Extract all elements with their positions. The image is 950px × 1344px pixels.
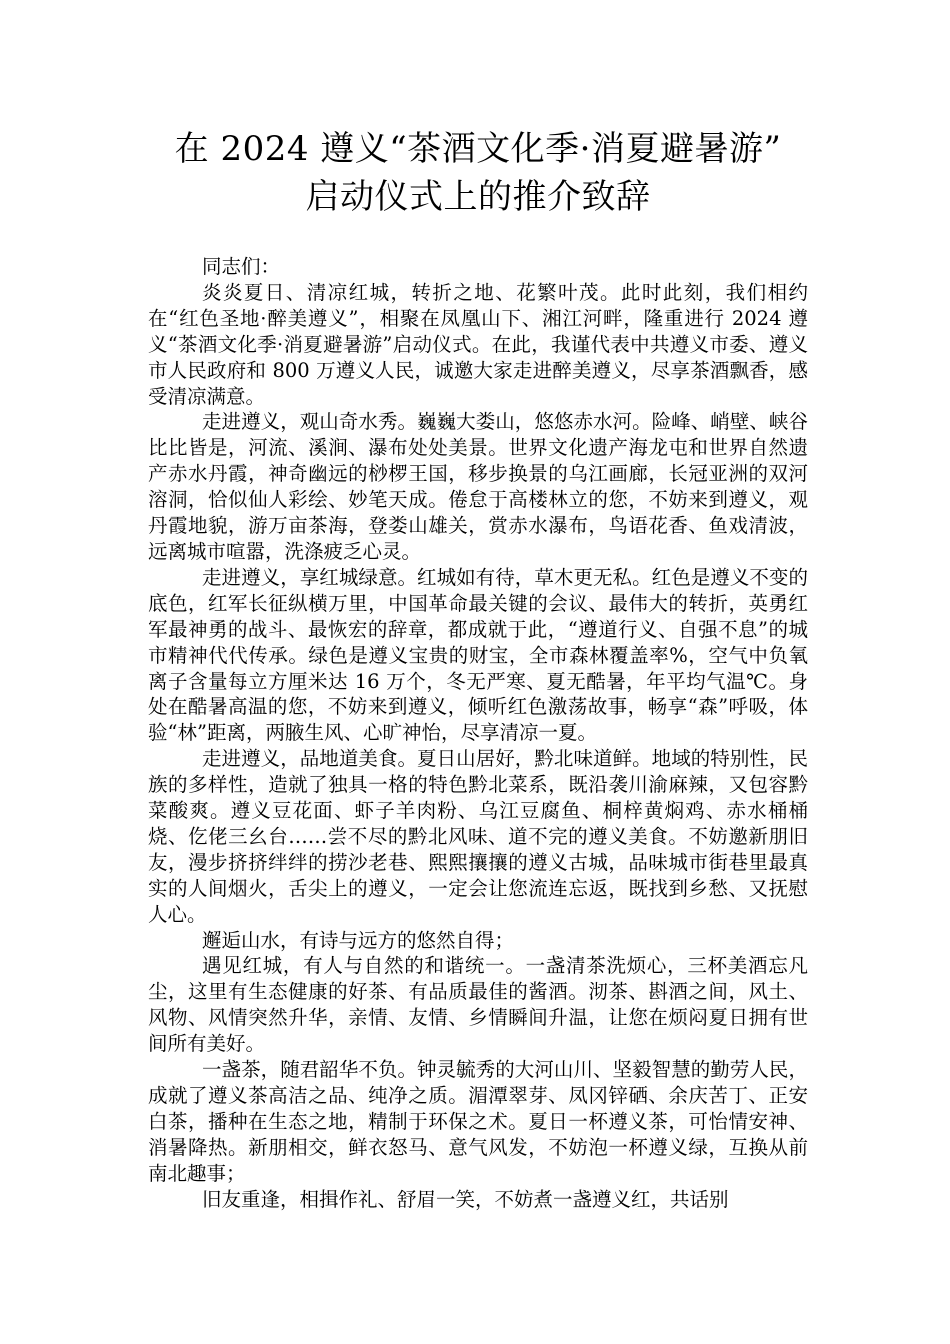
paragraph-red-city: 遇见红城，有人与自然的和谐统一。一盏清茶洗烦心，三杯美酒忘凡尘，这里有生态健康的好茶、有品质最佳的酱酒。沏茶、斟酒之间，风土、风物、风情突然升华，亲情、友情、乡情瞬间升温，让您在烦闷夏日拥有世间所有美好。 — [148, 954, 808, 1056]
paragraph-intro: 炎炎夏日、清凉红城，转折之地、花繁叶茂。此时此刻，我们相约在“红色圣地·醉美遵义”，相聚在凤凰山下、湘江河畔，隆重进行 2024 遵义“茶酒文化季·消夏避暑游”启动仪式。在此，我谨代表中共遵义市委、遵义市人民政府和 800 万遵义人民，诚邀大家走进醉美遵义，尽享茶酒飘香，感受清凉满意。 — [148, 280, 808, 408]
salutation: 同志们： — [202, 255, 281, 278]
paragraph-landscape-line: 邂逅山水，有诗与远方的悠然自得； — [202, 928, 515, 952]
paragraph-old-friends: 旧友重逢，相揖作礼、舒眉一笑，不妨煮一盏遵义红，共话别 — [202, 1187, 729, 1211]
paragraph-scenery: 走进遵义，观山奇水秀。巍巍大娄山，悠悠赤水河。险峰、峭壁、峡谷比比皆是，河流、溪涧、瀑布处处美景。世界文化遗产海龙屯和世界自然遗产赤水丹霞，神奇幽远的桫椤王国，移步换景的乌江画廊，长冠亚洲的双河溶洞，恰似仙人彩绘、妙笔天成。倦怠于高楼林立的您，不妨来到遵义，观丹霞地貌，游万亩茶海，登娄山雄关，赏赤水瀑布，鸟语花香、鱼戏清波，远离城市喧嚣，洗涤疲乏心灵。 — [148, 410, 808, 563]
document-page — [148, 125, 808, 1213]
paragraph-red-green: 走进遵义，享红城绿意。红城如有待，草木更无私。红色是遵义不变的底色，红军长征纵横万里，中国革命最关键的会议、最伟大的转折，英勇红军最神勇的战斗、最恢宏的辞章，都成就于此，“遵道行义、自强不息”的城市精神代代传承。绿色是遵义宝贵的财宝，全市森林覆盖率%，空气中负氧离子含量每立方厘米达 16 万个，冬无严寒、夏无酷暑，年平均气温℃。身处在酷暑高温的您，不妨来到遵义，倾听红色激荡故事，畅享“森”呼吸，体验“林”距离，两腋生风、心旷神怡，尽享清凉一夏。 — [148, 565, 808, 745]
title-line-1: 在 2024 遵义“茶酒文化季·消夏避暑游” — [174, 129, 782, 169]
paragraph-food: 走进遵义，品地道美食。夏日山居好，黔北味道鲜。地域的特别性，民族的多样性，造就了独具一格的特色黔北菜系，既沿袭川渝麻辣，又包容黔菜酸爽。遵义豆花面、虾子羊肉粉、乌江豆腐鱼、桐梓黄焖鸡、赤水桶桶烧、仡佬三幺台……尝不尽的黔北风味、道不完的遵义美食。不妨邀新朋旧友，漫步挤挤绊绊的捞沙老巷、熙熙攘攘的遵义古城，品味城市街巷里最真实的人间烟火，舌尖上的遵义，一定会让您流连忘返，既找到乡愁、又抚慰人心。 — [148, 747, 808, 926]
paragraph-tea: 一盏茶，随君韶华不负。钟灵毓秀的大河山川、坚毅智慧的勤劳人民，成就了遵义茶高洁之品、纯净之质。湄潭翠芽、凤冈锌硒、余庆苦丁、正安白茶，播种在生态之地，精制于环保之术。夏日一杯遵义茶，可怡情安神、消暑降热。新朋相交，鲜衣怒马、意气风发，不妨泡一杯遵义绿，互换从前南北趣事； — [148, 1058, 808, 1185]
document-title — [148, 125, 808, 221]
title-line-2: 启动仪式上的推介致辞 — [305, 177, 651, 217]
